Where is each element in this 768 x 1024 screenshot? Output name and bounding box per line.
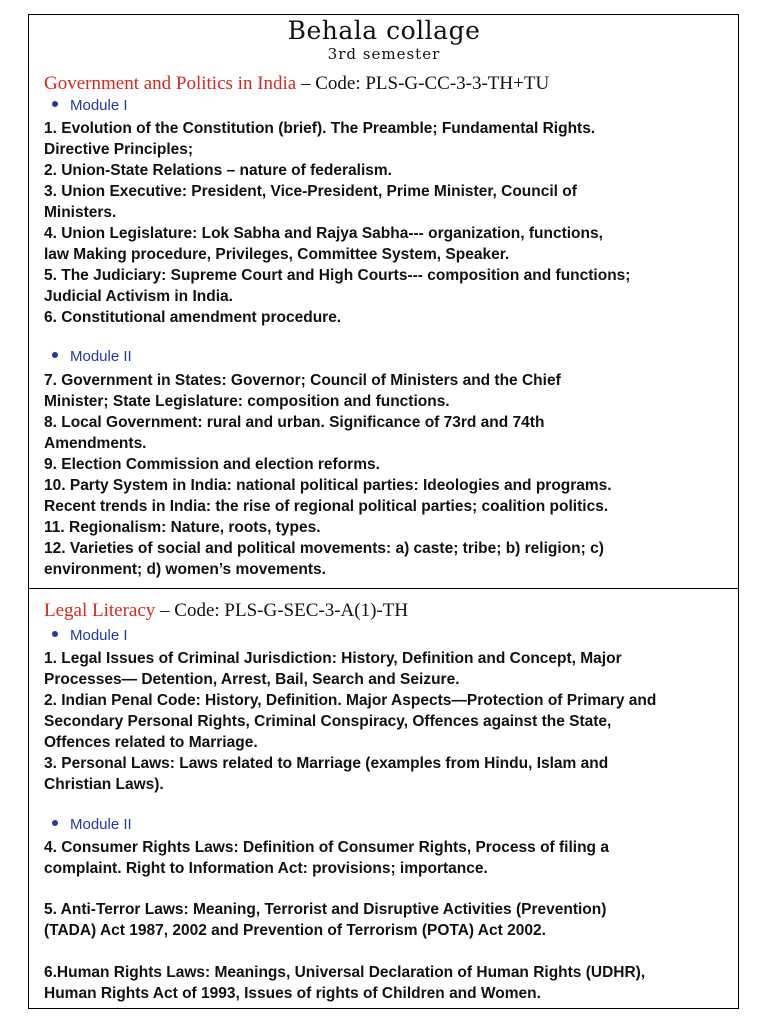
syllabus-line: 2. Indian Penal Code: History, Definition. Major Aspects—Protection of Primary and [44, 692, 657, 709]
syllabus-line: Secondary Personal Rights, Criminal Conspiracy, Offences against the State, [44, 713, 612, 730]
bullet-icon [52, 820, 58, 826]
module-label [52, 96, 128, 116]
syllabus-line: 4. Union Legislature: Lok Sabha and Rajya Sabha--- organization, functions, [44, 225, 603, 242]
module-label [52, 626, 128, 646]
module-label-text: Module II [70, 816, 132, 833]
syllabus-line: 7. Government in States: Governor; Council of Ministers and the Chief [44, 372, 561, 389]
syllabus-line: law Making procedure, Privileges, Committee System, Speaker. [44, 246, 510, 263]
module-label [52, 347, 132, 367]
syllabus-line: 10. Party System in India: national political parties: Ideologies and programs. [44, 477, 612, 494]
syllabus-line: Directive Principles; [44, 141, 194, 158]
syllabus-line: Recent trends in India: the rise of regional political parties; coalition politics. [44, 498, 609, 515]
course-name: Government and Politics in India [44, 73, 297, 94]
syllabus-line: 6.Human Rights Laws: Meanings, Universal Declaration of Human Rights (UDHR), [44, 964, 646, 981]
syllabus-line: 1. Legal Issues of Criminal Jurisdiction: History, Definition and Concept, Major [44, 650, 622, 667]
syllabus-line: Human Rights Act of 1993, Issues of rights of Children and Women. [44, 985, 541, 1002]
syllabus-line: 5. Anti-Terror Laws: Meaning, Terrorist and Disruptive Activities (Prevention) [44, 901, 607, 918]
module-label-text: Module II [70, 348, 132, 365]
syllabus-line: 9. Election Commission and election reforms. [44, 456, 380, 473]
module-label-text: Module I [70, 627, 128, 644]
syllabus-line: Processes— Detention, Arrest, Bail, Search and Seizure. [44, 671, 460, 688]
course-code: – Code: PLS-G-SEC-3-A(1)-TH [155, 600, 409, 621]
page-title: Behala collage [287, 16, 481, 45]
syllabus-line: 5. The Judiciary: Supreme Court and High Courts--- composition and functions; [44, 267, 631, 284]
syllabus-line: 2. Union-State Relations – nature of federalism. [44, 162, 392, 179]
module-label [52, 815, 132, 835]
syllabus-line: Ministers. [44, 204, 117, 221]
syllabus-line: 11. Regionalism: Nature, roots, types. [44, 519, 321, 536]
syllabus-line: complaint. Right to Information Act: provisions; importance. [44, 860, 488, 877]
course-heading [44, 599, 408, 623]
module-label-text: Module I [70, 97, 128, 114]
syllabus-line: Offences related to Marriage. [44, 734, 258, 751]
bullet-icon [52, 101, 58, 107]
syllabus-line: 4. Consumer Rights Laws: Definition of Consumer Rights, Process of filing a [44, 839, 609, 856]
syllabus-line: Amendments. [44, 435, 147, 452]
syllabus-line: 3. Union Executive: President, Vice-President, Prime Minister, Council of [44, 183, 577, 200]
syllabus-line: Minister; State Legislature: composition and functions. [44, 393, 450, 410]
syllabus-line: 6. Constitutional amendment procedure. [44, 309, 342, 326]
section-divider [28, 588, 739, 589]
syllabus-line: environment; d) women’s movements. [44, 561, 326, 578]
syllabus-line: 8. Local Government: rural and urban. Significance of 73rd and 74th [44, 414, 545, 431]
course-code: – Code: PLS-G-CC-3-3-TH+TU [296, 73, 550, 94]
syllabus-line: Christian Laws). [44, 776, 164, 793]
bullet-icon [52, 352, 58, 358]
page-subtitle: 3rd semester [327, 45, 441, 63]
syllabus-line: (TADA) Act 1987, 2002 and Prevention of Terrorism (POTA) Act 2002. [44, 922, 546, 939]
bullet-icon [52, 631, 58, 637]
course-name: Legal Literacy [44, 600, 156, 621]
syllabus-line: 3. Personal Laws: Laws related to Marriage (examples from Hindu, Islam and [44, 755, 609, 772]
syllabus-line: 12. Varieties of social and political movements: a) caste; tribe; b) religion; c) [44, 540, 604, 557]
syllabus-line: 1. Evolution of the Constitution (brief). The Preamble; Fundamental Rights. [44, 120, 596, 137]
syllabus-line: Judicial Activism in India. [44, 288, 233, 305]
course-heading [44, 72, 549, 96]
